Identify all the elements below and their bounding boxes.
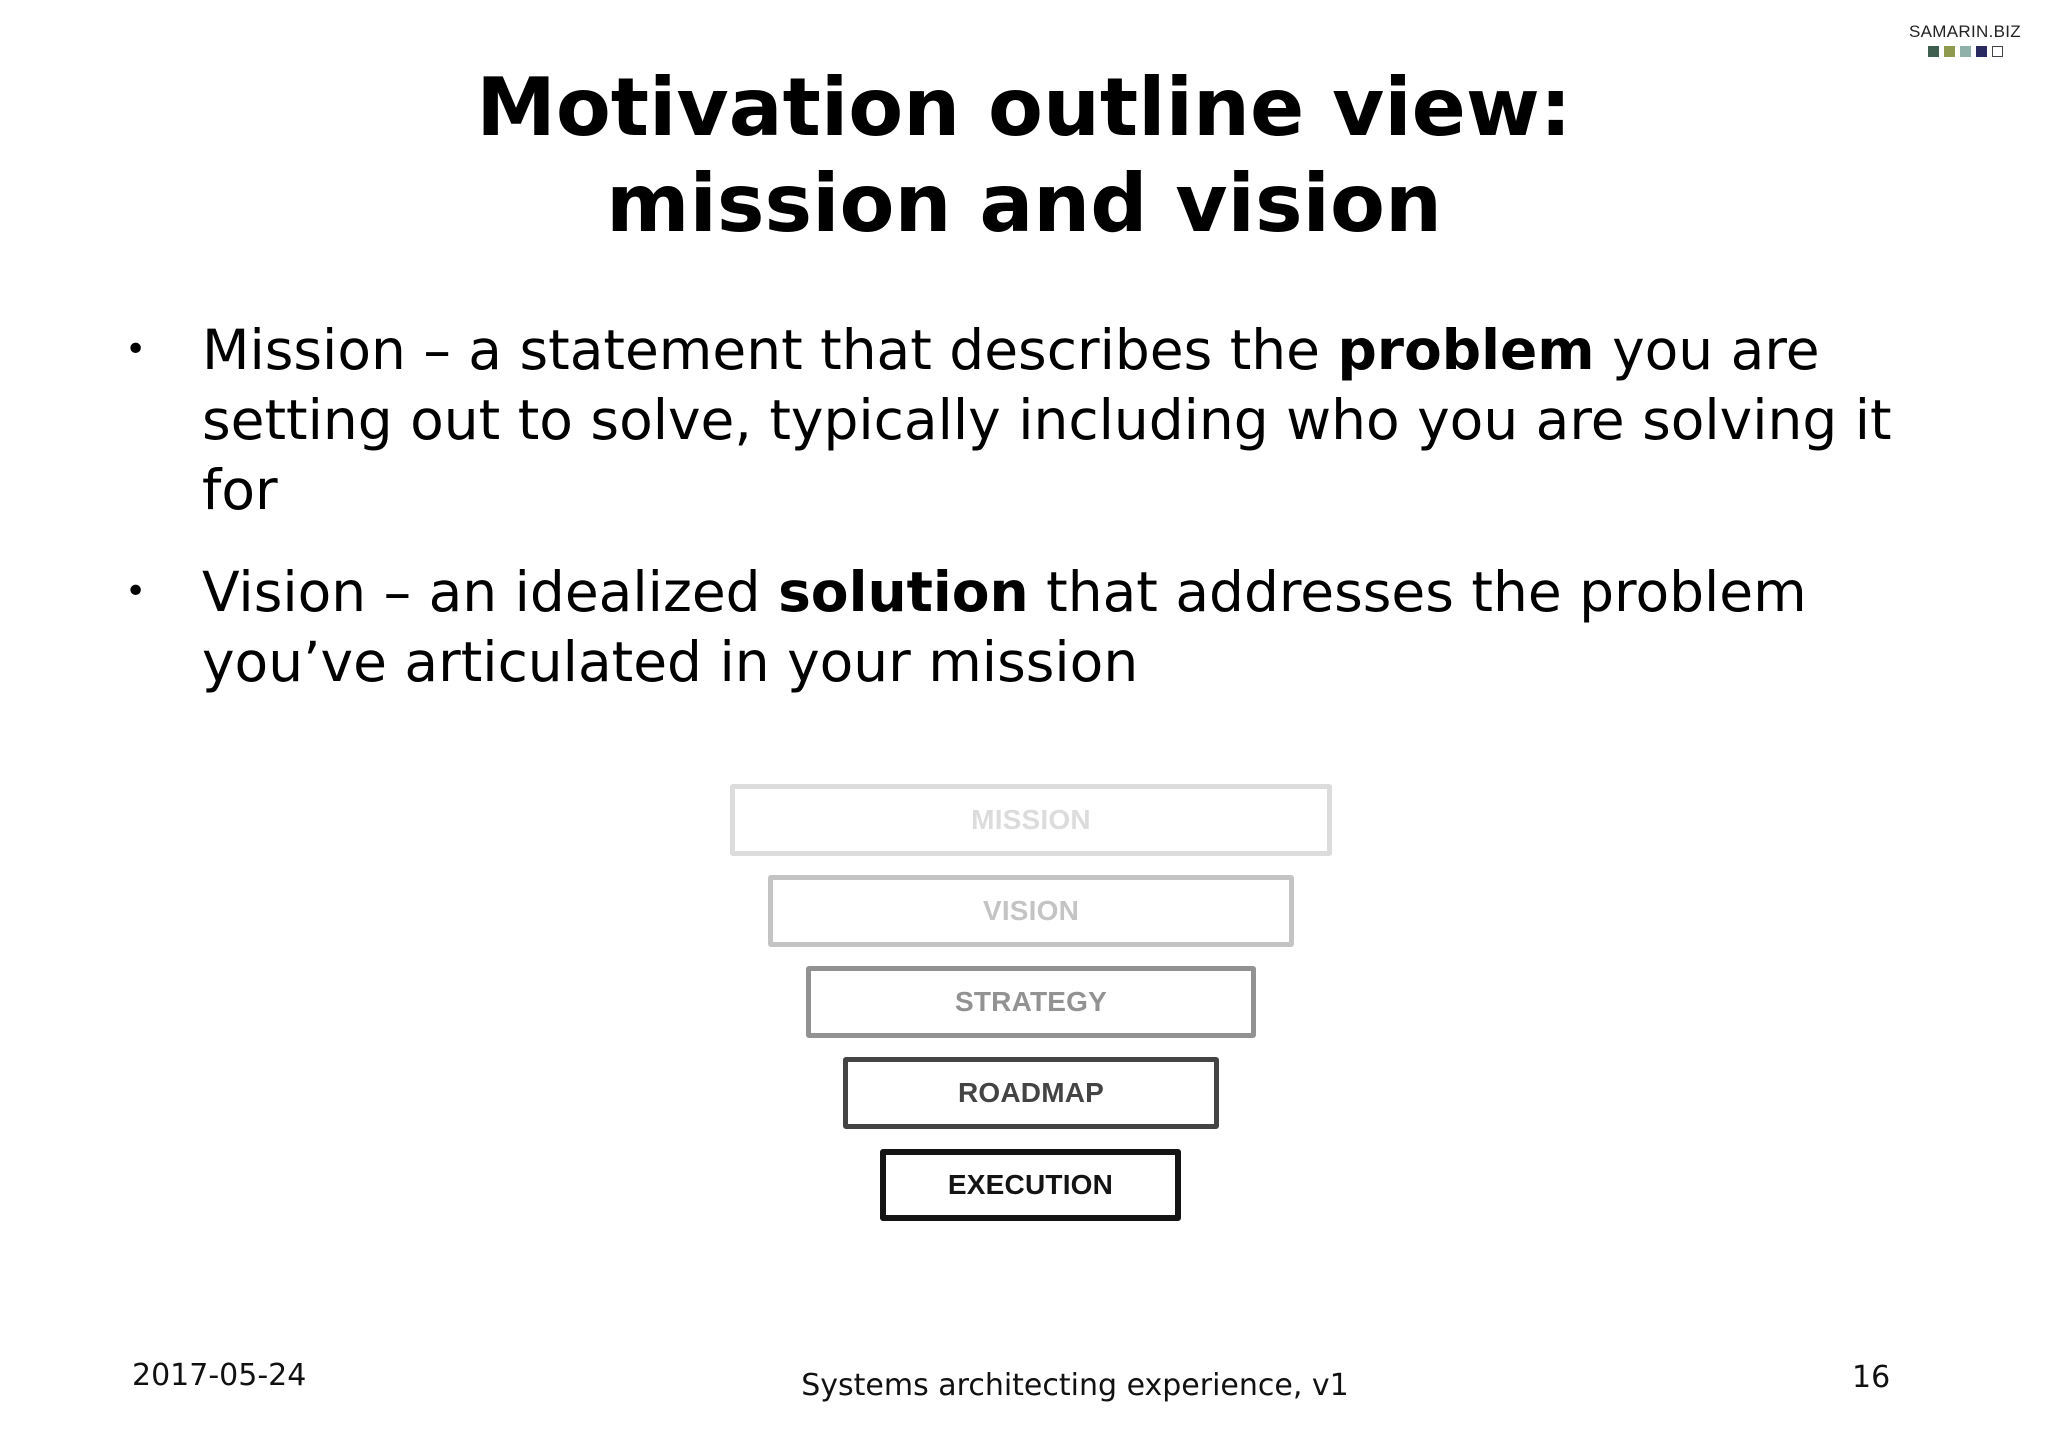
title-line-1: Motivation outline view: — [476, 61, 1572, 154]
bullet-list — [120, 315, 1950, 729]
brand-name: SAMARIN.BIZ — [1909, 22, 2021, 41]
funnel-box-execution: EXECUTION — [880, 1149, 1181, 1221]
brand-square — [1960, 46, 1971, 57]
bullet-marker: • — [125, 329, 147, 370]
funnel-box-roadmap: ROADMAP — [843, 1057, 1219, 1129]
bullet-marker: • — [125, 571, 147, 612]
bullet-item-vision — [120, 557, 1950, 697]
page-number: 16 — [1852, 1360, 1891, 1395]
funnel-box-mission: MISSION — [730, 784, 1332, 856]
funnel-box-vision: VISION — [768, 875, 1294, 947]
slide-title — [0, 60, 2048, 252]
brand-logo — [1900, 22, 2030, 57]
footer-title: Systems architecting experience, v1 — [801, 1368, 1349, 1403]
bullet-item-mission — [120, 315, 1950, 525]
brand-square — [1976, 46, 1987, 57]
bullet-text: you are setting out to solve, typically including who you are solving it for — [202, 318, 1892, 522]
bullet-text: Vision – an idealized — [202, 560, 779, 624]
footer-date: 2017-05-24 — [132, 1358, 307, 1393]
brand-squares — [1900, 46, 2030, 57]
brand-square — [1928, 46, 1939, 57]
funnel-box-strategy: STRATEGY — [806, 966, 1256, 1038]
bullet-text: that addresses the problem you’ve articulated in your mission — [202, 560, 1807, 694]
bullet-bold-text: solution — [778, 560, 1029, 624]
title-line-2: mission and vision — [606, 157, 1442, 250]
brand-square — [1944, 46, 1955, 57]
brand-square — [1992, 46, 2003, 57]
bullet-text: Mission – a statement that describes the — [202, 318, 1338, 382]
bullet-bold-text: problem — [1337, 318, 1595, 382]
